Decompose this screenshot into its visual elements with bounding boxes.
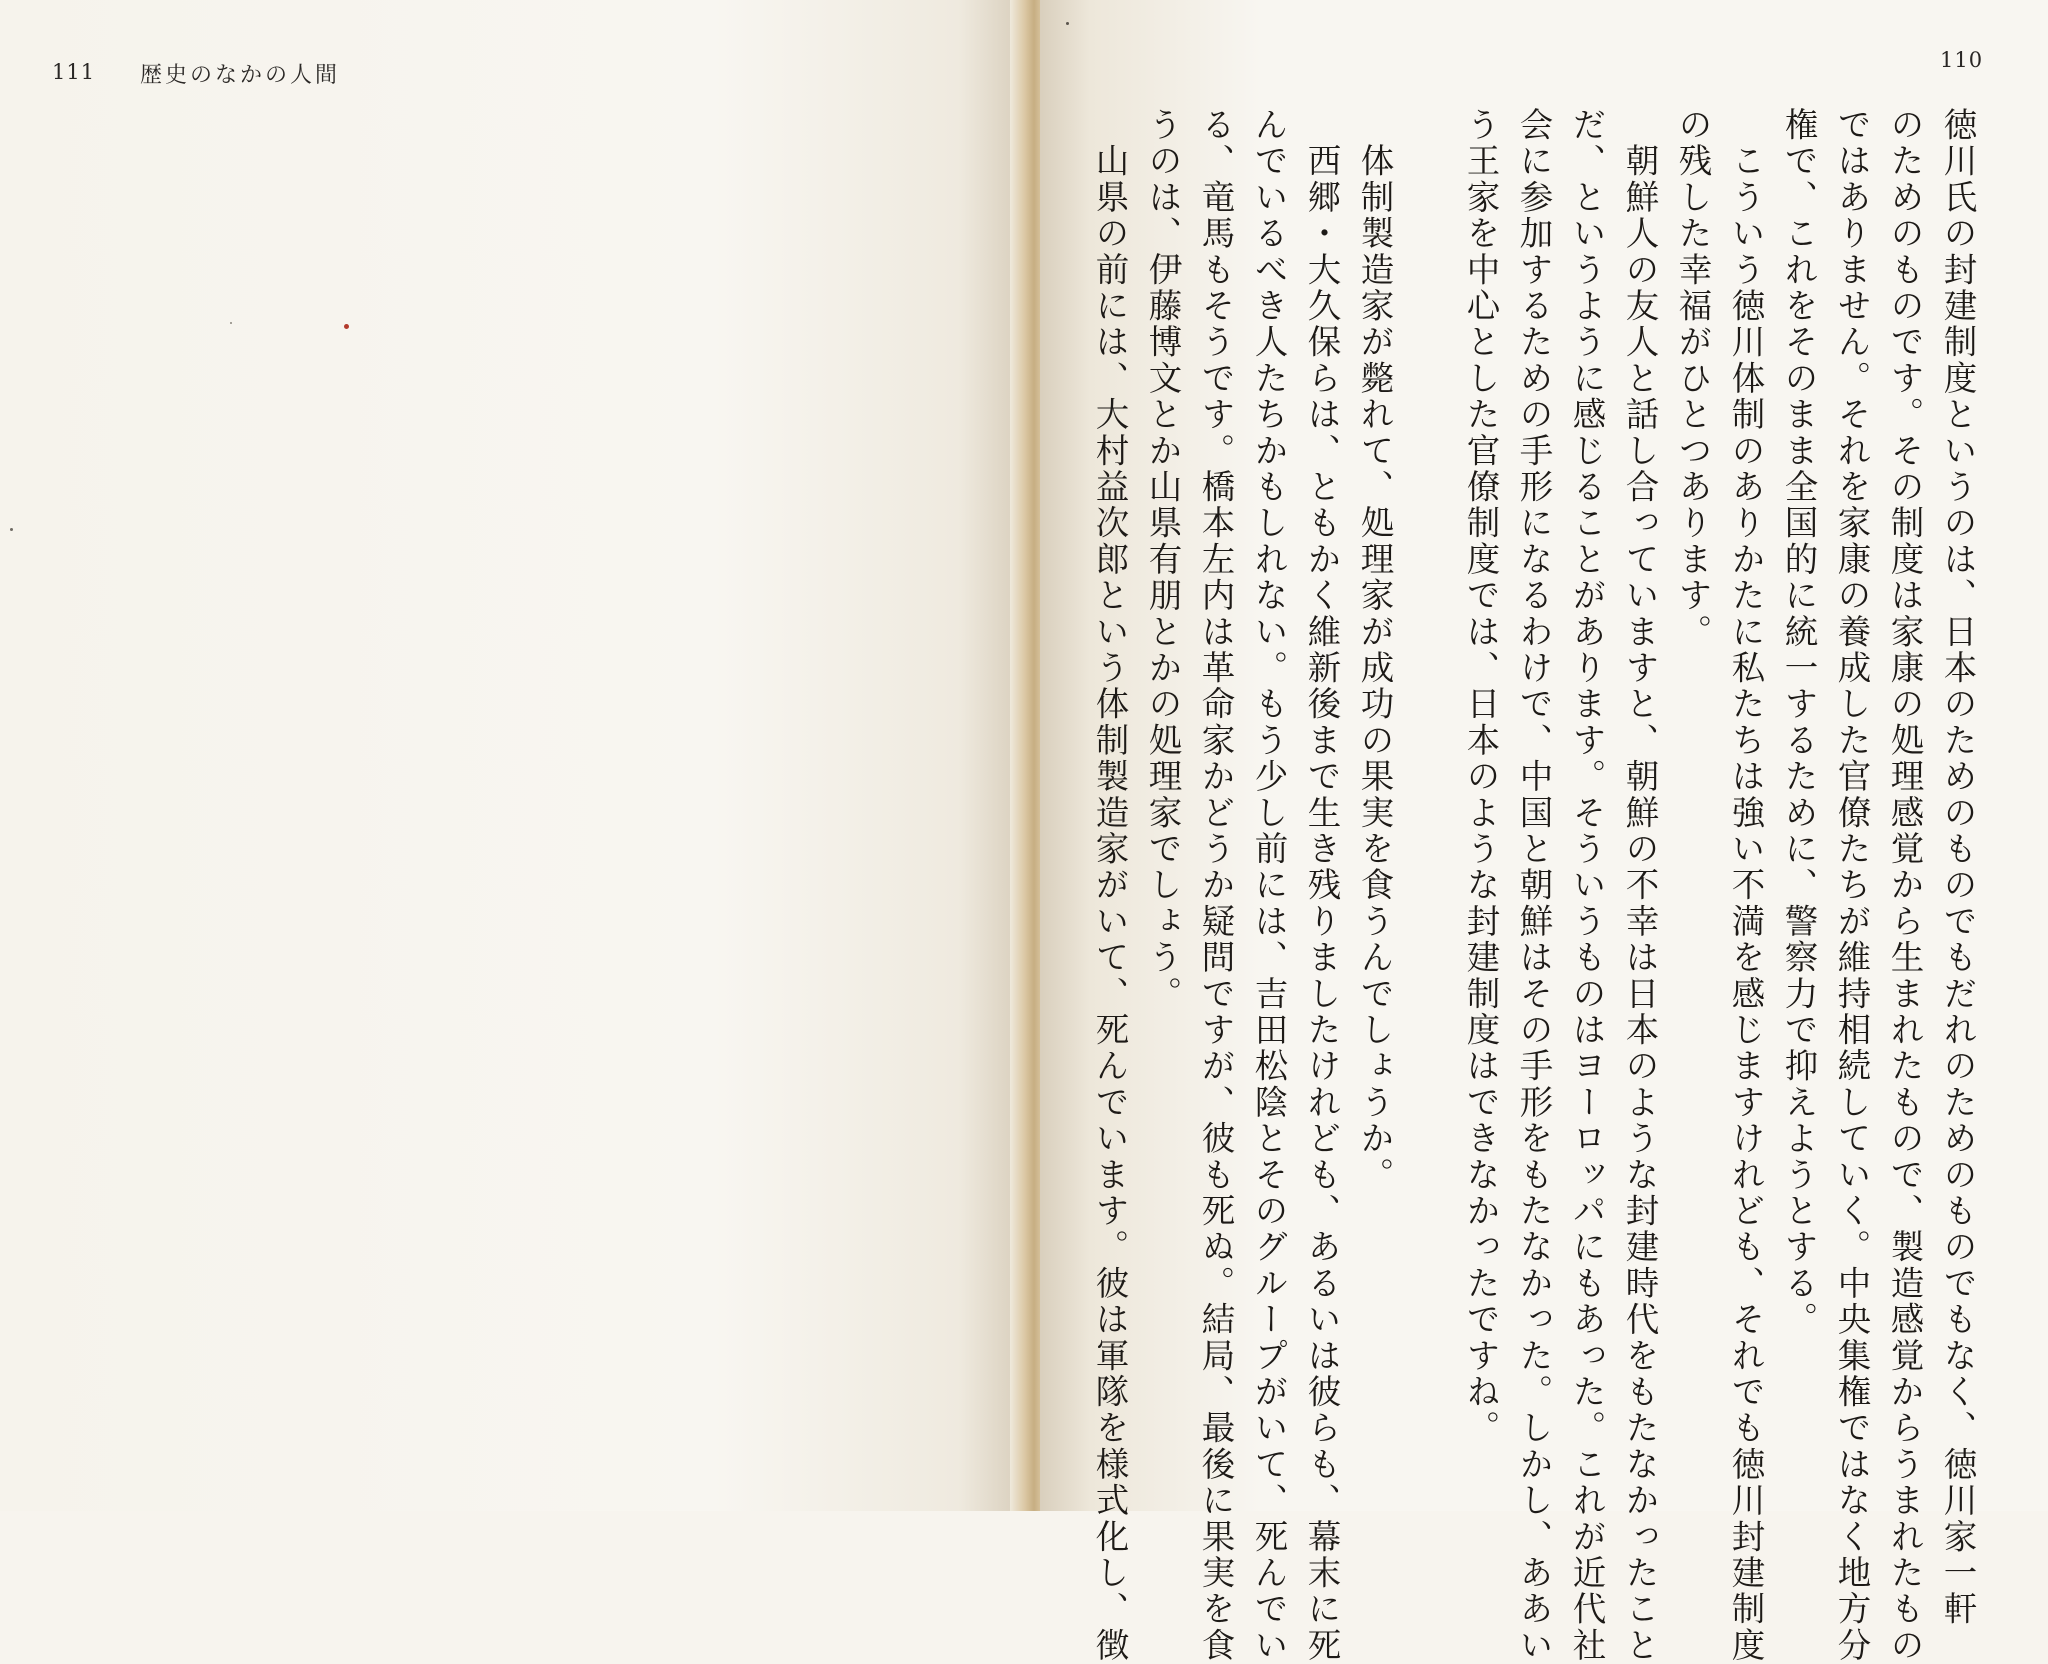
- text-line: 権で、これをそのまま全国的に統一するために、警察力で抑えようとする。: [1779, 107, 1818, 1338]
- text-line: る、竜馬もそうです。橋本左内は革命家かどうか疑問ですが、彼も死ぬ。結局、最後に果実を食: [1196, 107, 1235, 1664]
- text-line: 会に参加するための手形になるわけで、中国と朝鮮はその手形をもたなかった。しかし、ああい: [1514, 107, 1553, 1664]
- text-line: 体制製造家が斃れて、処理家が成功の果実を食うんでしょうか。: [1355, 107, 1394, 1193]
- page-number-left: 111: [52, 60, 96, 84]
- text-line: ではありません。それを家康の養成した官僚たちが維持相続していく。中央集権ではなく地方分: [1832, 107, 1871, 1664]
- text-line: こういう徳川体制のありかたに私たちは強い不満を感じますけれども、それでも徳川封建制度: [1726, 107, 1765, 1664]
- paper-speck: [1066, 22, 1069, 25]
- paper-speck: [344, 324, 349, 329]
- section-break: [1401, 107, 1454, 1664]
- text-line: の残した幸福がひとつあります。: [1673, 107, 1712, 650]
- text-line: 西郷・大久保らは、ともかく維新後まで生き残りましたけれども、あるいは彼らも、幕末に死: [1302, 107, 1341, 1664]
- left-page: [0, 0, 1020, 1511]
- text-line: 徳川氏の封建制度というのは、日本のためのものでもだれのためのものでもなく、徳川家一軒: [1938, 107, 1977, 1628]
- right-page-body-text: [1083, 107, 1984, 1664]
- paper-speck: [230, 322, 232, 324]
- text-line: 山県の前には、大村益次郎という体制製造家がいて、死んでいます。彼は軍隊を様式化し、徴: [1090, 107, 1129, 1664]
- page-number-right: 110: [1940, 48, 1984, 72]
- text-line: だ、というように感じることがあります。そういうものはヨーロッパにもあった。これが近代社: [1567, 107, 1606, 1664]
- paper-speck: [10, 528, 13, 531]
- text-line: う王家を中心とした官僚制度では、日本のような封建制度はできなかったですね。: [1461, 107, 1500, 1447]
- text-line: のためのものです。その制度は家康の処理感覚から生まれたもので、製造感覚からうまれたもの: [1885, 107, 1924, 1664]
- text-line: 朝鮮人の友人と話し合っていますと、朝鮮の不幸は日本のような封建時代をもたなかったこと: [1620, 107, 1659, 1664]
- text-line: んでいるべき人たちかもしれない。もう少し前には、吉田松陰とそのグループがいて、死んでい: [1249, 107, 1288, 1664]
- running-title: 歴史のなかの人間: [140, 63, 341, 88]
- text-line: うのは、伊藤博文とか山県有朋とかの処理家でしょう。: [1143, 107, 1182, 1012]
